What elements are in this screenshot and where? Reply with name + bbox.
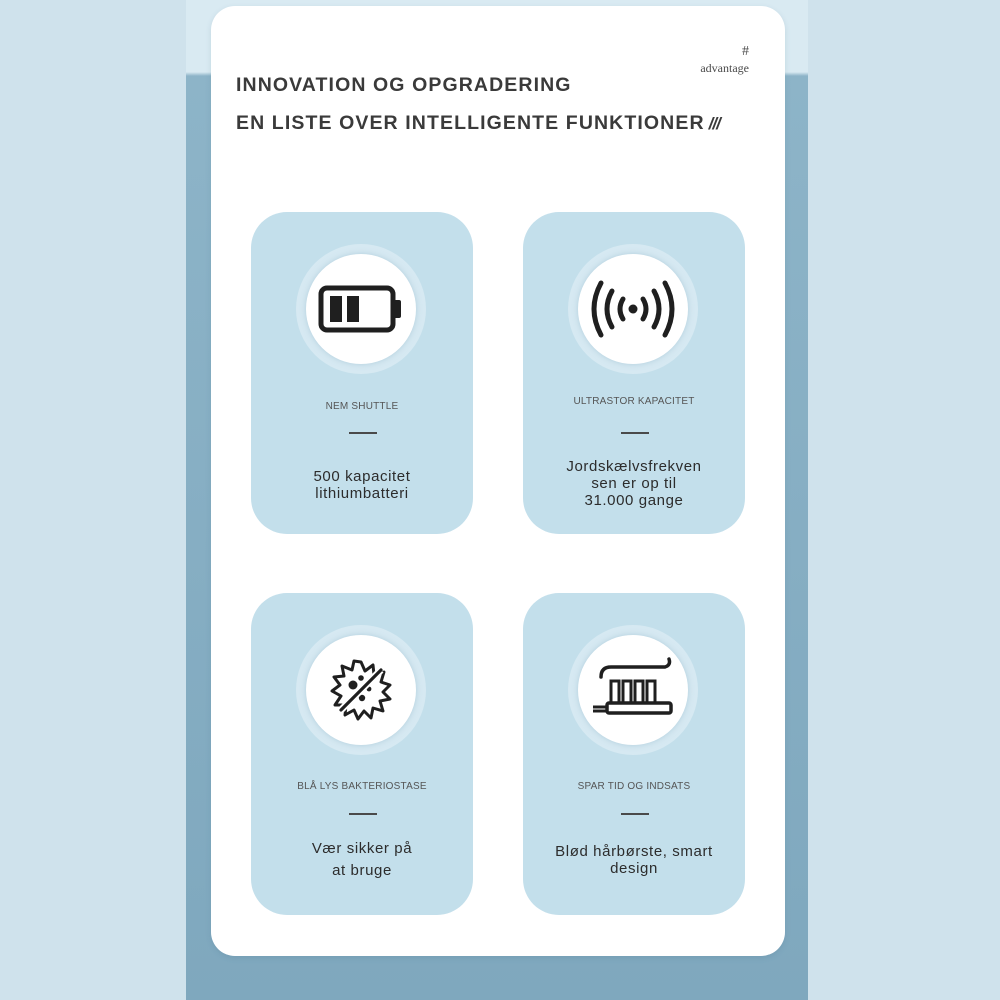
icon-disc: [306, 635, 416, 745]
feature-card-toothbrush: [523, 593, 745, 915]
feature-description-line: lithiumbatteri: [315, 485, 409, 502]
feature-card-battery: [251, 212, 473, 534]
feature-description-line: Vær sikker på: [311, 840, 413, 857]
hash-symbol: #: [742, 44, 749, 59]
icon-halo: [296, 244, 426, 374]
feature-card-bacteria: [251, 593, 473, 915]
divider: [621, 432, 649, 434]
toothbrush-icon: [591, 655, 675, 725]
icon-halo: [296, 625, 426, 755]
page-title: INNOVATION OG OPGRADERING: [236, 74, 572, 96]
slashes-decoration: ///: [708, 114, 720, 133]
feature-title: ULTRASTOR KAPACITET: [573, 396, 695, 407]
divider: [621, 813, 649, 815]
page-subtitle-text: EN LISTE OVER INTELLIGENTE FUNKTIONER: [236, 112, 705, 134]
feature-description-line: design: [610, 860, 658, 877]
feature-description: [523, 458, 745, 509]
vibration-icon: [590, 279, 676, 339]
icon-disc: [578, 254, 688, 364]
feature-card-vibration: [523, 212, 745, 534]
feature-description: [251, 838, 473, 882]
advantage-tag: [700, 44, 749, 76]
feature-description-line: 500 kapacitet: [313, 468, 411, 485]
divider: [349, 813, 377, 815]
feature-description-line: Blød hårbørste, smart: [555, 843, 713, 860]
feature-description-line: 31.000 gange: [584, 492, 684, 509]
icon-halo: [568, 625, 698, 755]
bacteria-icon: [329, 658, 393, 722]
feature-title: SPAR TID OG INDSATS: [577, 781, 691, 792]
page-subtitle: [236, 112, 720, 135]
feature-description: [251, 468, 473, 502]
feature-description-line: at bruge: [332, 862, 392, 879]
feature-description-line: sen er op til: [591, 475, 677, 492]
feature-description-line: Jordskælvsfrekven: [566, 458, 702, 475]
feature-title: BLÅ LYS BAKTERIOSTASE: [297, 781, 427, 792]
divider: [349, 432, 377, 434]
icon-disc: [578, 635, 688, 745]
icon-disc: [306, 254, 416, 364]
icon-halo: [568, 244, 698, 374]
feature-title: NEM SHUTTLE: [325, 401, 399, 412]
content-card: [211, 6, 785, 956]
advantage-label: advantage: [700, 61, 749, 75]
battery-icon: [318, 282, 404, 336]
feature-description: [523, 843, 745, 877]
